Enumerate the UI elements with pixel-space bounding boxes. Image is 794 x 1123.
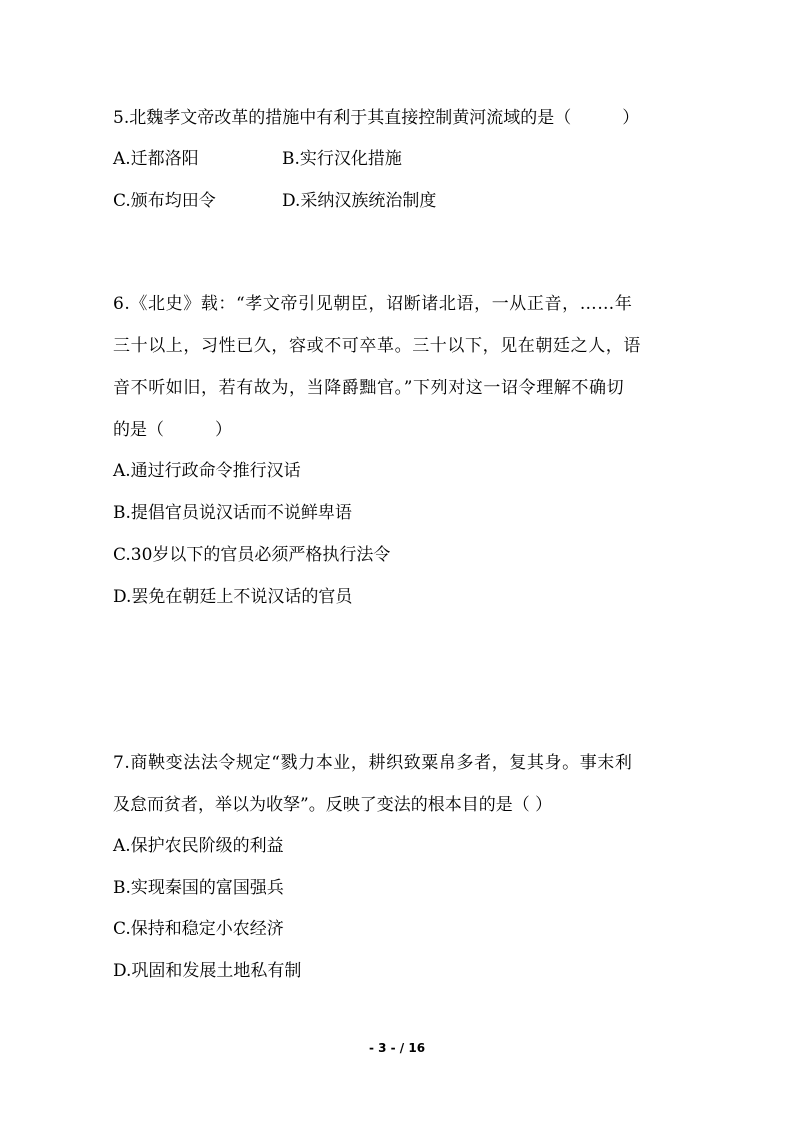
question-7-option-c: C.保持和稳定小农经济	[113, 919, 284, 939]
question-7-option-d: D.巩固和发展土地私有制	[113, 961, 302, 981]
question-5-option-a: A.迁都洛阳	[113, 149, 199, 169]
question-6-option-a: A.通过行政命令推行汉话	[113, 461, 301, 481]
question-7-stem-line-2: 及怠而贫者，举以为收孥”。反映了变法的根本目的是（ ）	[113, 795, 553, 815]
question-6-option-d: D.罢免在朝廷上不说汉话的官员	[113, 587, 353, 607]
question-6-stem-line-1: 6.《北史》载：“孝文帝引见朝臣，诏断诸北语，一从正音，……年	[113, 294, 633, 314]
question-6-stem-line-2: 三十以上，习性已久，容或不可卒革。三十以下，见在朝廷之人，语	[113, 336, 641, 356]
question-5-option-b: B.实行汉化措施	[282, 149, 402, 169]
question-7-option-a: A.保护农民阶级的利益	[113, 836, 284, 856]
question-5-option-d: D.采纳汉族统治制度	[282, 191, 437, 211]
page-number: - 3 - / 16	[368, 1041, 426, 1055]
question-6-stem-line-4: 的是（ ）	[113, 420, 232, 440]
question-7-option-b: B.实现秦国的富国强兵	[113, 878, 284, 898]
question-5-option-c: C.颁布均田令	[113, 191, 216, 211]
question-7-stem-line-1: 7.商鞅变法法令规定“戮力本业，耕织致粟帛多者，复其身。事末利	[113, 753, 633, 773]
question-6-option-b: B.提倡官员说汉话而不说鲜卑语	[113, 503, 352, 523]
question-5-stem: 5.北魏孝文帝改革的措施中有利于其直接控制黄河流域的是（ ）	[113, 108, 640, 128]
question-6-option-c: C.30岁以下的官员必须严格执行法令	[113, 545, 391, 565]
question-6-stem-line-3: 音不听如旧，若有故为，当降爵黜官。”下列对这一诏令理解不确切	[113, 378, 625, 398]
